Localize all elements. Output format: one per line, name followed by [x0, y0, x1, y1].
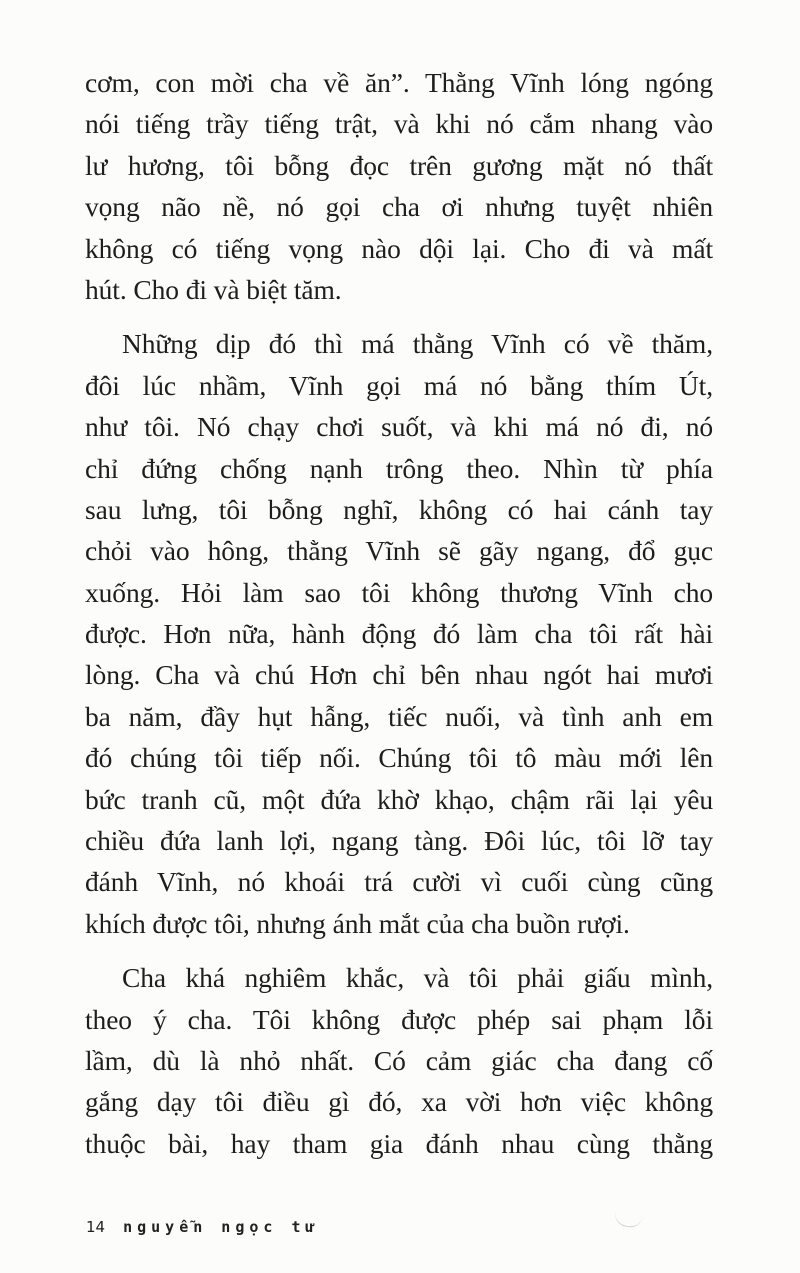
text-line: vọng não nề, nó gọi cha ơi nhưng tuyệt nhiên	[85, 191, 713, 223]
text-line: thuộc bài, hay tham gia đánh nhau cùng thằng	[85, 1127, 713, 1159]
text-line: ba năm, đầy hụt hẫng, tiếc nuối, và tình anh em	[85, 700, 713, 732]
text-line: chỉ đứng chống nạnh trông theo. Nhìn từ phía	[85, 452, 713, 484]
page-number: 14	[86, 1218, 106, 1236]
running-footer-author: nguyễn ngọc tư	[123, 1218, 320, 1236]
text-line: chỏi vào hông, thằng Vĩnh sẽ gãy ngang, đổ gục	[85, 535, 713, 567]
text-line: gắng dạy tôi điều gì đó, xa vời hơn việc không	[85, 1086, 713, 1118]
text-line: hút. Cho đi và biệt tăm.	[85, 273, 342, 305]
text-line: sau lưng, tôi bỗng nghĩ, không có hai cánh tay	[85, 493, 713, 525]
page-footer	[86, 1218, 320, 1236]
paragraph	[85, 323, 713, 944]
text-line: đó chúng tôi tiếp nối. Chúng tôi tô màu mới lên	[85, 742, 713, 774]
text-line: bức tranh cũ, một đứa khờ khạo, chậm rãi lại yêu	[85, 783, 713, 815]
text-line: không có tiếng vọng nào dội lại. Cho đi và mất	[85, 232, 713, 264]
paragraph-gap	[85, 310, 713, 323]
text-line: lòng. Cha và chú Hơn chỉ bên nhau ngót hai mươi	[85, 659, 713, 691]
text-line: theo ý cha. Tôi không được phép sai phạm lỗi	[85, 1003, 713, 1035]
paragraph	[85, 957, 713, 1164]
text-line: đôi lúc nhầm, Vĩnh gọi má nó bằng thím Út,	[85, 369, 713, 401]
paragraph-gap	[85, 944, 713, 957]
paragraph	[85, 62, 713, 310]
text-line: nói tiếng trầy tiếng trật, và khi nó cắm nhang vào	[85, 108, 713, 140]
text-line: chiều đứa lanh lợi, ngang tàng. Đôi lúc, tôi lỡ tay	[85, 825, 713, 857]
text-line: cơm, con mời cha về ăn”. Thằng Vĩnh lóng ngóng	[85, 67, 713, 98]
text-line: như tôi. Nó chạy chơi suốt, và khi má nó đi, nó	[85, 411, 713, 443]
text-line: Những dịp đó thì má thằng Vĩnh có về thăm,	[122, 328, 713, 360]
scan-mark	[613, 1212, 643, 1230]
text-line: được. Hơn nữa, hành động đó làm cha tôi rất hài	[85, 618, 713, 650]
text-line: đánh Vĩnh, nó khoái trá cười vì cuối cùng cũng	[85, 866, 713, 898]
text-line: Cha khá nghiêm khắc, và tôi phải giấu mình,	[122, 962, 713, 994]
text-line: khích được tôi, nhưng ánh mắt của cha buồn rượi.	[85, 907, 630, 939]
text-line: xuống. Hỏi làm sao tôi không thương Vĩnh cho	[85, 576, 713, 608]
book-page-body	[85, 62, 713, 1164]
text-line: lầm, dù là nhỏ nhất. Có cảm giác cha đang cố	[85, 1044, 713, 1076]
text-line: lư hương, tôi bỗng đọc trên gương mặt nó thất	[85, 149, 713, 181]
